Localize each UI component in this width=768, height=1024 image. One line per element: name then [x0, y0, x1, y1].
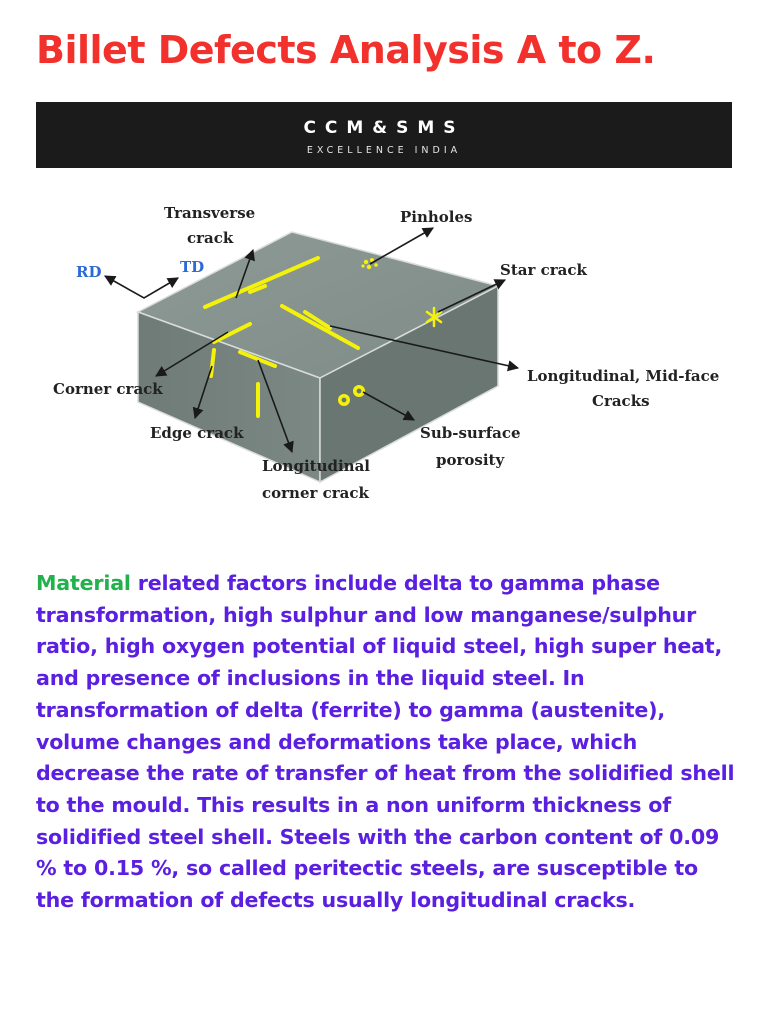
label-longitudinal-midface: Longitudinal, Mid-face — [527, 367, 720, 385]
label-transverse-2: crack — [187, 229, 234, 247]
label-transverse: Transverse — [164, 204, 256, 222]
label-corner-crack: Corner crack — [53, 380, 163, 398]
billet-defects-diagram — [0, 180, 768, 520]
label-longitudinal-corner: Longitudinal — [262, 457, 370, 475]
label-subsurface-2: porosity — [436, 451, 505, 469]
label-longitudinal-midface-2: Cracks — [592, 392, 650, 410]
page-title: Billet Defects Analysis A to Z. — [36, 28, 656, 72]
brand-logo-text: CCM&SMS — [303, 118, 465, 138]
label-subsurface: Sub-surface — [420, 424, 521, 442]
label-longitudinal-corner-2: corner crack — [262, 484, 369, 502]
label-rd: RD — [76, 263, 102, 281]
highlight-word: Material — [36, 571, 131, 595]
pinholes-arrow — [370, 228, 433, 264]
brand-banner — [36, 102, 732, 168]
description-paragraph — [36, 568, 736, 917]
label-edge-crack: Edge crack — [150, 424, 244, 442]
label-pinholes: Pinholes — [400, 208, 473, 226]
paragraph-text: related factors include delta to gamma phase transformation, high sulphur and low manganese/sulphur ratio, high oxygen potential of liquid steel, high super heat, and presence of inclusions in the liquid steel. In transformation of delta (ferrite) to gamma (austenite), volume changes and deformations take place, which decrease the rate of transfer of heat from the solidified shell to the mould. This results in a non uniform thickness of solidified steel shell. Steels with the carbon content of 0.09 % to 0.15 %, so called peritectic steels, are susceptible to the formation of defects usually longitudinal cracks. — [36, 571, 735, 913]
rd-td-axis-arrows — [105, 276, 178, 298]
label-star-crack: Star crack — [500, 261, 587, 279]
label-td: TD — [180, 258, 205, 276]
brand-tagline: EXCELLENCE INDIA — [306, 145, 462, 156]
